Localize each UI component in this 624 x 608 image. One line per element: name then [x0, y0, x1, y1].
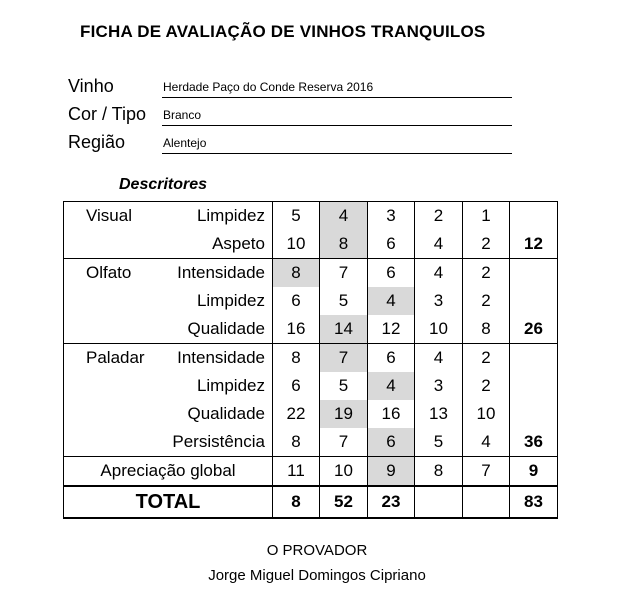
score-cell: 8 — [415, 457, 463, 487]
score-cell: 13 — [415, 400, 463, 428]
score-cell: 10 — [320, 457, 368, 487]
cor-tipo-value: Branco — [162, 105, 512, 126]
score-cell: 5 — [320, 287, 368, 315]
score-cell-selected: 4 — [368, 372, 415, 400]
score-cell-selected: 7 — [320, 344, 368, 373]
score-cell: 3 — [415, 287, 463, 315]
score-cell: 10 — [415, 315, 463, 344]
score-cell-selected: 19 — [320, 400, 368, 428]
row-label: Qualidade — [162, 315, 273, 344]
score-cell: 16 — [273, 315, 320, 344]
score-cell: 2 — [415, 202, 463, 231]
info-row-cor-tipo — [68, 100, 512, 126]
row-label: Intensidade — [177, 263, 265, 282]
section-total-empty — [510, 259, 558, 288]
descritores-heading: Descritores — [119, 176, 208, 193]
score-cell: 4 — [415, 230, 463, 259]
paladar-section-label: Paladar — [64, 344, 162, 373]
score-cell-selected: 6 — [368, 428, 415, 457]
score-cell: 16 — [368, 400, 415, 428]
score-cell-selected: 4 — [368, 287, 415, 315]
score-cell-selected: 8 — [273, 259, 320, 288]
total-column-cell — [463, 486, 510, 518]
score-cell-selected: 9 — [368, 457, 415, 487]
regiao-value: Alentejo — [162, 133, 512, 154]
score-cell: 10 — [463, 400, 510, 428]
score-cell: 4 — [463, 428, 510, 457]
total-column-cell: 8 — [273, 486, 320, 518]
score-cell: 6 — [368, 230, 415, 259]
score-cell-selected: 14 — [320, 315, 368, 344]
score-cell: 6 — [273, 287, 320, 315]
score-cell: 4 — [415, 344, 463, 373]
olfato-total: 26 — [510, 315, 558, 344]
regiao-label: Região — [68, 132, 126, 152]
score-cell: 2 — [463, 344, 510, 373]
score-cell: 11 — [273, 457, 320, 487]
category-spacer — [64, 315, 162, 344]
olfato-section-label: Olfato — [64, 259, 162, 288]
score-cell: 7 — [463, 457, 510, 487]
category-spacer — [64, 372, 162, 400]
category-spacer — [64, 287, 162, 315]
score-cell: 7 — [320, 428, 368, 457]
olfato-intensidade-row — [64, 259, 558, 288]
paladar-intensidade-row — [64, 344, 558, 373]
info-row-vinho — [68, 72, 512, 98]
paladar-limpidez-row — [64, 372, 558, 400]
olfato-qualidade-row — [64, 315, 558, 344]
visual-aspeto-row — [64, 230, 558, 259]
total-column-cell: 52 — [320, 486, 368, 518]
score-cell: 5 — [415, 428, 463, 457]
score-cell: 22 — [273, 400, 320, 428]
visual-limpidez-row — [64, 202, 558, 231]
total-column-cell: 23 — [368, 486, 415, 518]
visual-total: 12 — [510, 230, 558, 259]
score-cell: 10 — [273, 230, 320, 259]
total-row — [64, 486, 558, 518]
score-cell: 4 — [415, 259, 463, 288]
section-total-empty — [510, 344, 558, 373]
page-title: FICHA DE AVALIAÇÃO DE VINHOS TRANQUILOS — [80, 22, 486, 41]
row-label: Intensidade — [177, 348, 265, 367]
score-cell: 6 — [368, 344, 415, 373]
provador-name: Jorge Miguel Domingos Cipriano — [208, 567, 426, 584]
section-total-empty — [510, 400, 558, 428]
score-cell: 2 — [463, 230, 510, 259]
olfato-limpidez-row — [64, 287, 558, 315]
grand-total: 83 — [510, 486, 558, 518]
score-cell: 2 — [463, 372, 510, 400]
score-cell: 2 — [463, 259, 510, 288]
score-cell-selected: 8 — [320, 230, 368, 259]
row-label: Limpidez — [196, 376, 265, 395]
total-label: TOTAL — [64, 486, 273, 518]
section-total-empty — [510, 202, 558, 231]
info-row-regiao — [68, 128, 512, 154]
category-spacer — [64, 428, 162, 457]
score-cell: 3 — [368, 202, 415, 231]
row-label: Limpidez — [196, 291, 265, 310]
row-label: Qualidade — [187, 404, 265, 423]
score-cell-selected: 4 — [320, 202, 368, 231]
paladar-persistencia-row — [64, 428, 558, 457]
category-spacer — [64, 230, 162, 259]
apreciacao-global-label: Apreciação global — [64, 457, 273, 487]
row-label: Persistência — [162, 428, 273, 457]
visual-section-label: Visual — [64, 202, 162, 231]
apreciacao-global-row — [64, 457, 558, 487]
paladar-total: 36 — [510, 428, 558, 457]
cor-tipo-label: Cor / Tipo — [68, 104, 147, 124]
score-cell: 3 — [415, 372, 463, 400]
row-label: Aspeto — [162, 230, 273, 259]
section-total-empty — [510, 287, 558, 315]
score-cell: 12 — [368, 315, 415, 344]
score-cell: 5 — [320, 372, 368, 400]
paladar-qualidade-row — [64, 400, 558, 428]
category-spacer — [64, 400, 162, 428]
score-cell: 6 — [273, 372, 320, 400]
score-cell: 5 — [273, 202, 320, 231]
score-cell: 1 — [463, 202, 510, 231]
score-cell: 7 — [320, 259, 368, 288]
score-cell: 6 — [368, 259, 415, 288]
score-cell: 2 — [463, 287, 510, 315]
provador-heading: O PROVADOR — [266, 542, 368, 559]
apreciacao-total: 9 — [510, 457, 558, 487]
score-cell: 8 — [463, 315, 510, 344]
vinho-value: Herdade Paço do Conde Reserva 2016 — [162, 77, 512, 98]
section-total-empty — [510, 372, 558, 400]
vinho-label: Vinho — [68, 76, 114, 96]
total-column-cell — [415, 486, 463, 518]
evaluation-table — [63, 201, 558, 519]
score-cell: 8 — [273, 344, 320, 373]
score-cell: 8 — [273, 428, 320, 457]
row-label: Limpidez — [162, 202, 273, 231]
